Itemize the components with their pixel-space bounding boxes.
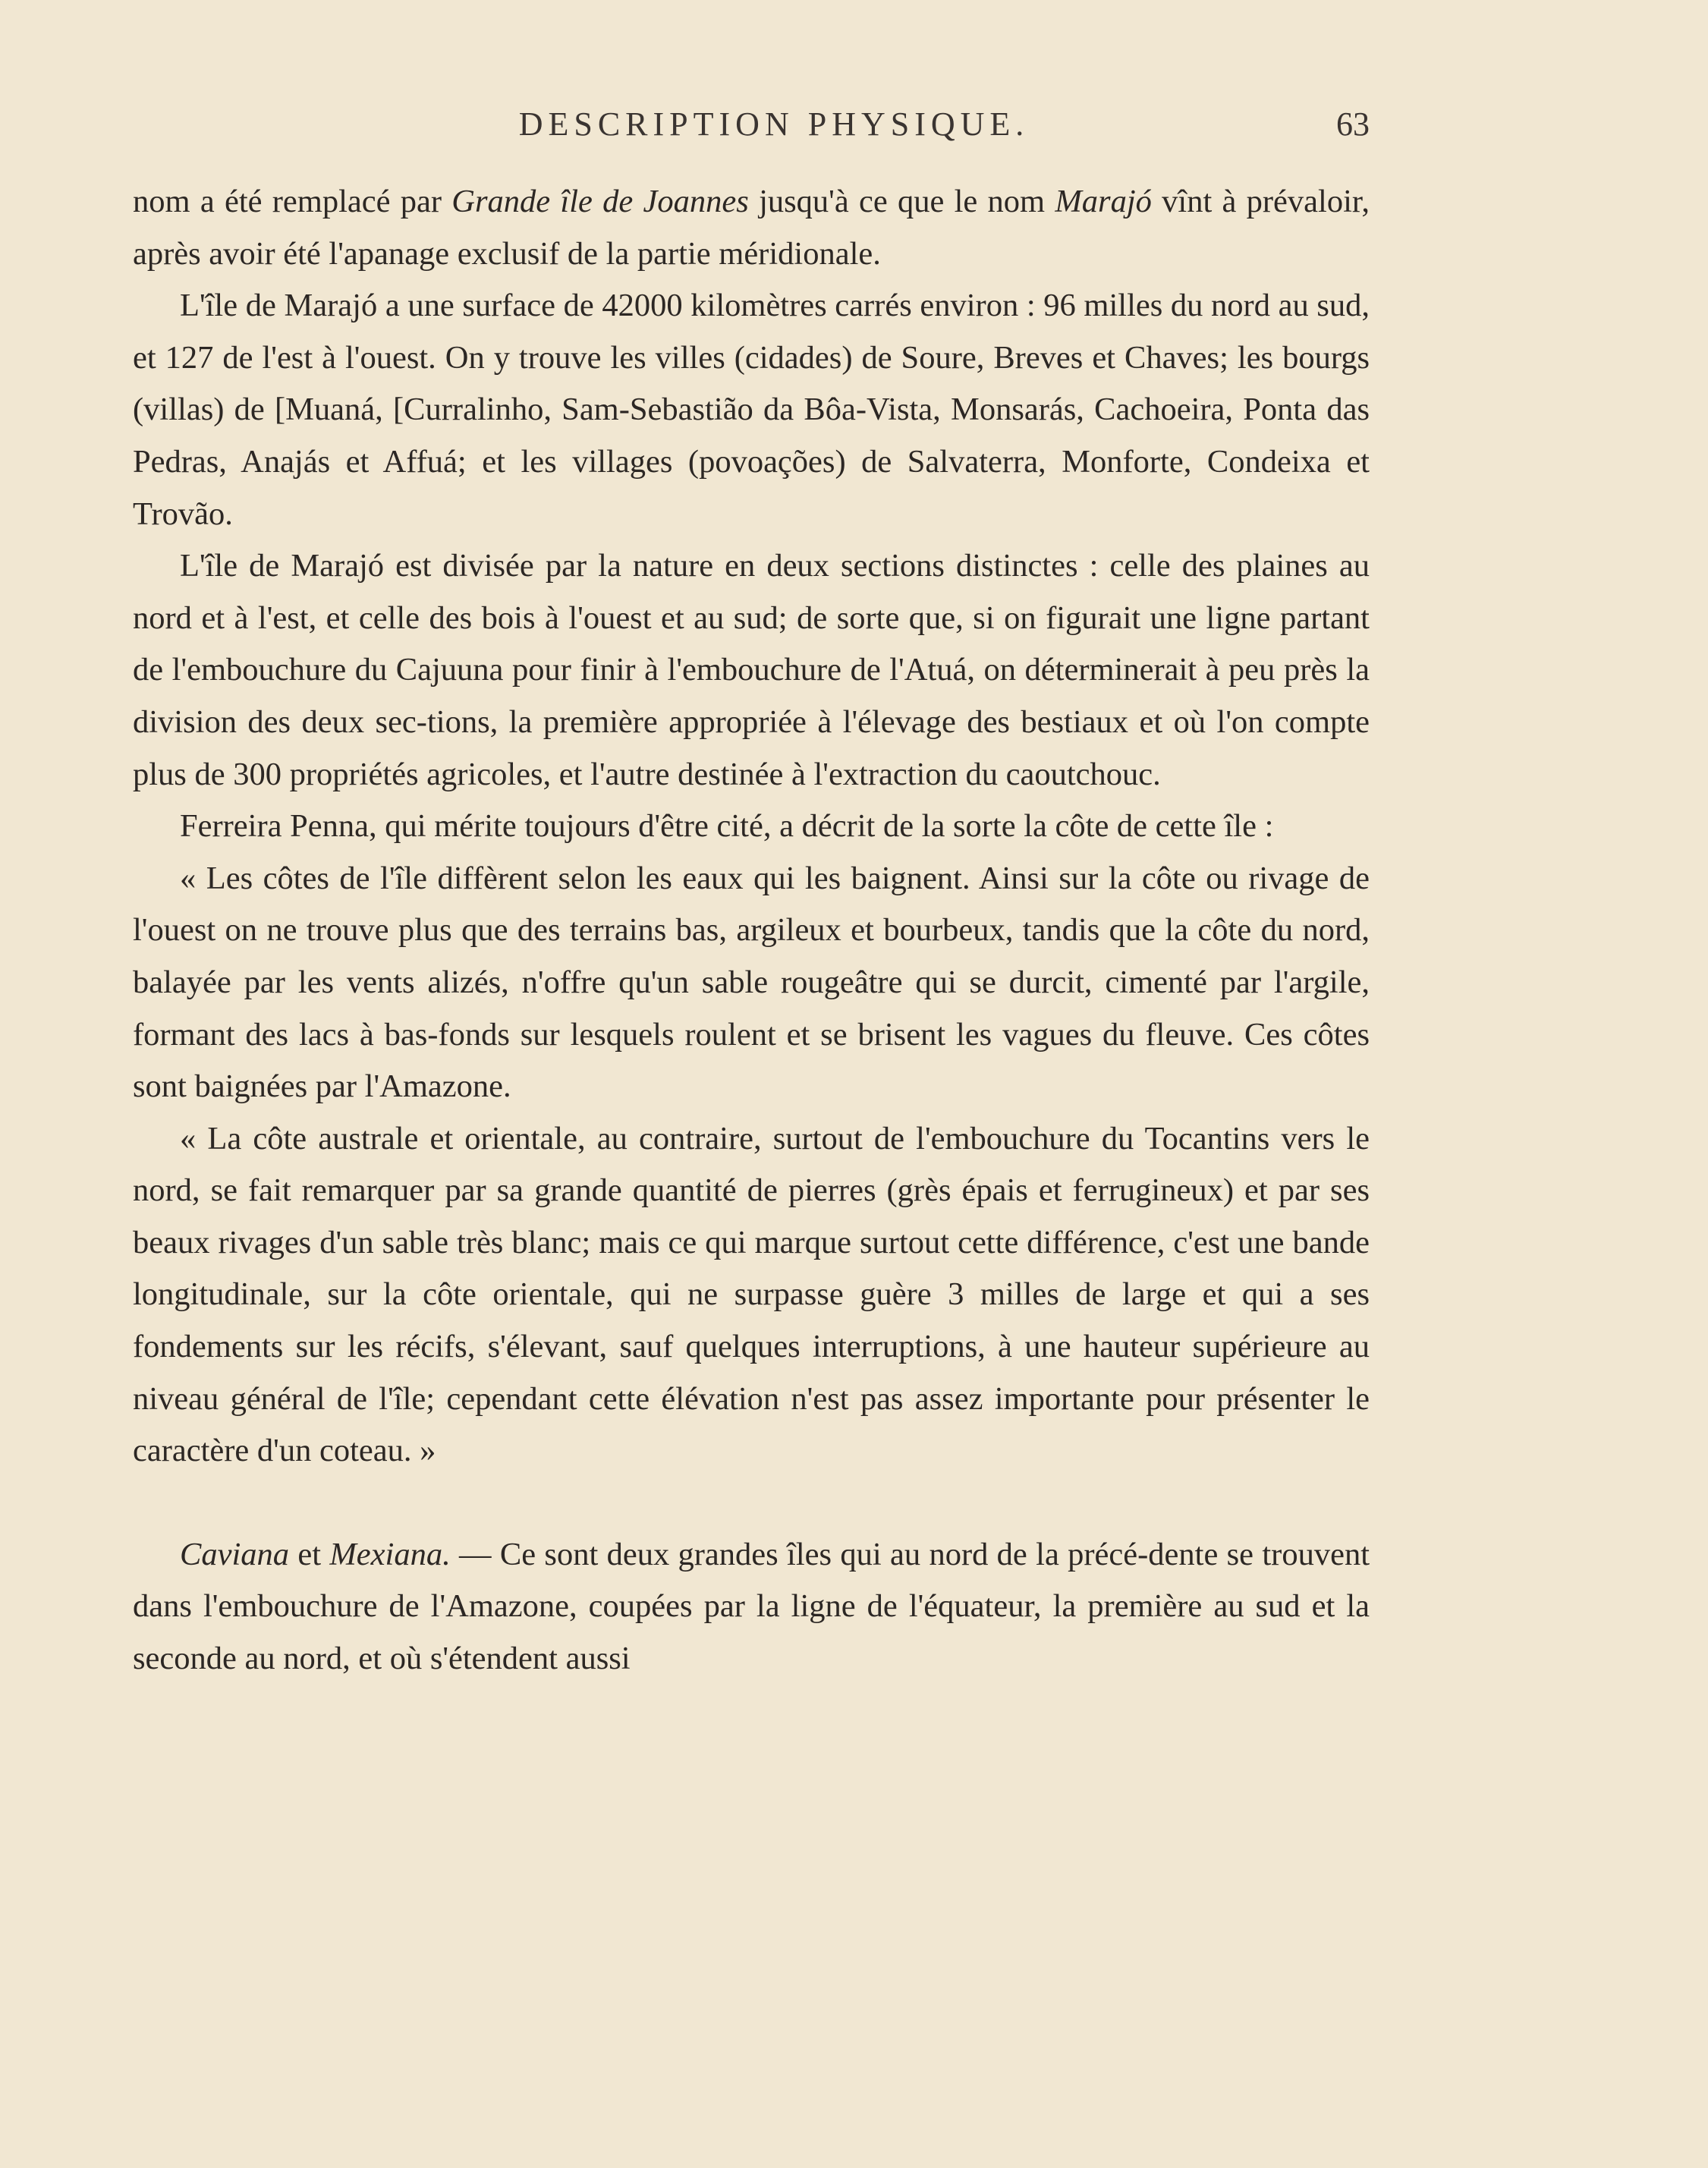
running-title: DESCRIPTION PHYSIQUE. (518, 105, 1030, 143)
paragraph-quote-east-coast: « La côte australe et orientale, au contraire, surtout de l'embouchure du Tocantins vers le nord, se fait remarquer par sa grande quantité de pierres (grès épais et ferrugineux) et par ses beaux rivages d'un sable très blanc; mais ce qui marque surtout cette différence, c'est une bande longitudinale, sur la côte orientale, qui ne surpasse guère 3 milles de large et qui a ses fondements sur les récifs, s'élevant, sauf quelques interruptions, à une hauteur supérieure au niveau général de l'île; cependant cette élévation n'est pas assez importante pour présenter le caractère d'un coteau. » (133, 1120, 1370, 1469)
paragraph-ferreira-penna: Ferreira Penna, qui mérite toujours d'être cité, a décrit de la sorte la côte de cette île : (180, 808, 1274, 845)
body-text (133, 176, 1370, 1685)
paragraph-sections: L'île de Marajó est divisée par la nature en deux sections distinctes : celle des plaines au nord et à l'est, et celle des bois à l'ouest et au sud; de sorte que, si on figurait une ligne partant de l'embouchure du Cajuuna pour finir à l'embouchure de l'Atuá, on déterminerait à peu près la division des deux sec-tions, la première appropriée à l'élevage des bestiaux et où l'on compte plus de 300 propriétés agricoles, et l'autre destinée à l'extraction du caoutchouc. (133, 548, 1370, 792)
text-run: — Ce sont deux grandes îles qui au nord de la précé-dente se trouvent dans l'embouchure de l'Amazone, coupées par la ligne de l'équateur, la première au sud et la seconde au nord, et où s'étendent aussi (133, 1536, 1370, 1677)
paragraph-surface: L'île de Marajó a une surface de 42000 kilomètres carrés environ : 96 milles du nord au sud, et 127 de l'est à l'ouest. On y trouve les villes (cidades) de Soure, Breves et Chaves; les bourgs (villas) de [Muaná, [Curralinho, Sam-Sebastião da Bôa-Vista, Monsarás, Cachoeira, Ponta das Pedras, Anajás et Affuá; et les villages (povoações) de Salvaterra, Monforte, Condeixa et Trovão. (133, 288, 1370, 532)
italic-heading-caviana: Caviana (180, 1536, 290, 1572)
page-number: 63 (1336, 105, 1370, 143)
paragraph-quote-west-coast: « Les côtes de l'île diffèrent selon les eaux qui les baignent. Ainsi sur la côte ou rivage de l'ouest on ne trouve plus que des terrains bas, argileux et bourbeux, tandis que la côte du nord, balayée par les vents alizés, n'offre qu'un sable rougeâtre qui se durcit, cimenté par l'argile, formant des lacs à bas-fonds sur lesquels roulent et se brisent les vagues du fleuve. Ces côtes sont baignées par l'Amazone. (133, 860, 1370, 1105)
running-head (178, 105, 1370, 158)
text-run: et (289, 1536, 330, 1572)
italic-term-grande-ile: Grande île de Joannes (451, 184, 749, 219)
paragraph-caviana-mexiana (133, 1529, 1370, 1685)
italic-heading-mexiana: Mexiana. (329, 1536, 451, 1572)
text-run: jusqu'à ce que le nom (748, 184, 1055, 219)
text-run: vînt à prévaloir, après avoir été l'apanage exclusif de la partie méridionale. (133, 184, 1370, 272)
text-run: nom a été remplacé par (133, 184, 452, 219)
italic-term-marajo: Marajó (1055, 184, 1152, 219)
paragraph-continuation (133, 176, 1370, 280)
